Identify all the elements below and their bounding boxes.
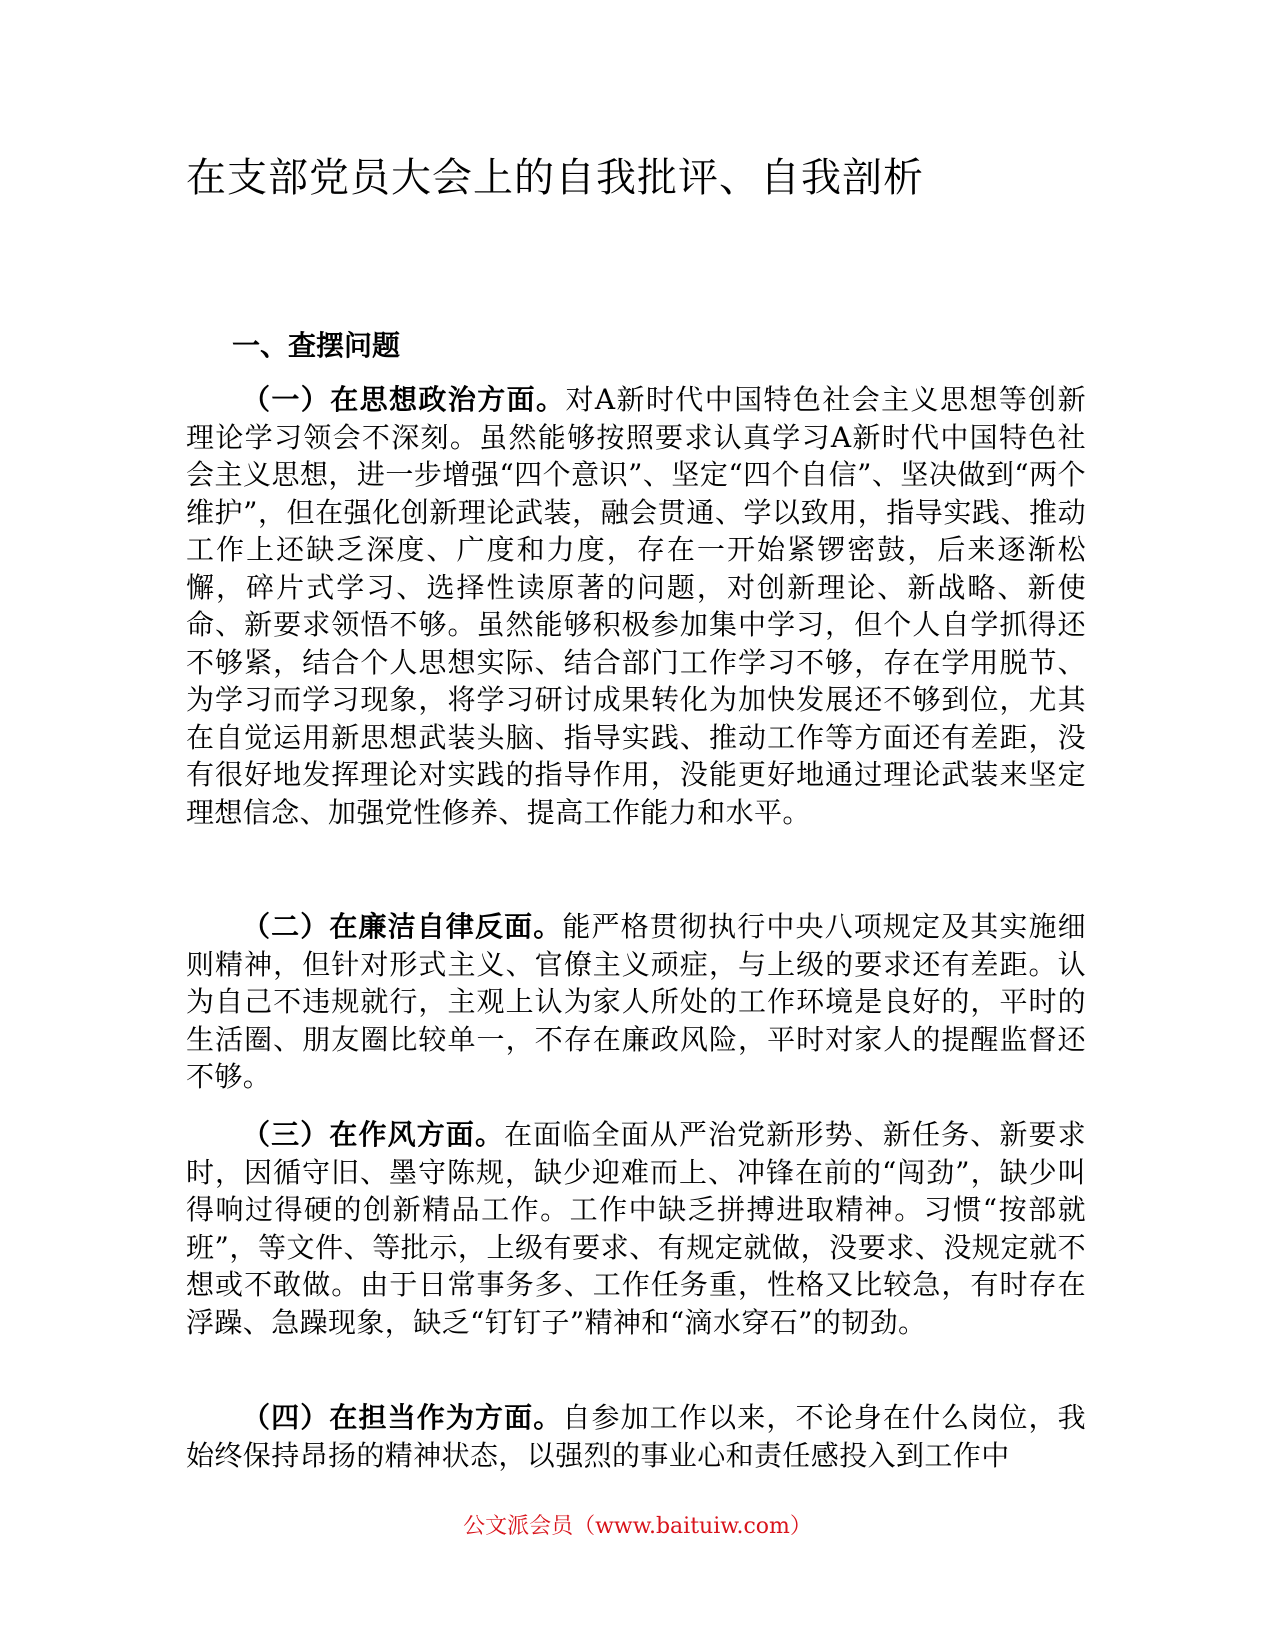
- paragraph-text: 能严格贯彻执行中央八项规定及其实施细则精神，但针对形式主义、官僚主义顽症，与上级的要求还有差距。认为自己不违规就行，主观上认为家人所处的工作环境是良好的，平时的生活圈、朋友圈比较单一，不存在廉政风险，平时对家人的提醒监督还不够。: [186, 910, 1087, 1093]
- paragraph-text: 自参加工作以来，不论身在什么岗位，我始终保持昂扬的精神状态，以强烈的事业心和责任感投入到工作中: [186, 1401, 1087, 1472]
- paragraph-lead: （二）在廉洁自律反面。: [242, 910, 563, 943]
- paragraph-responsibility: [186, 1399, 1086, 1474]
- paragraph-ideology-politics: [186, 381, 1086, 831]
- footer-watermark: 公文派会员（www.baituiw.com）: [463, 1514, 812, 1539]
- paragraph-work-style: [186, 1116, 1086, 1341]
- paragraph-lead: （三）在作风方面。: [242, 1118, 505, 1151]
- document-title: 在支部党员大会上的自我批评、自我剖析: [186, 155, 924, 201]
- paragraph-lead: （四）在担当作为方面。: [242, 1401, 563, 1434]
- paragraph-lead: （一）在思想政治方面。: [242, 383, 566, 416]
- paragraph-text: 在面临全面从严治党新形势、新任务、新要求时，因循守旧、墨守陈规，缺少迎难而上、冲锋在前的“闯劲”，缺少叫得响过得硬的创新精品工作。工作中缺乏拼搏进取精神。习惯“按部就班”，等文件、等批示，上级有要求、有规定就做，没要求、没规定就不想或不敢做。由于日常事务多、工作任务重，性格又比较急，有时存在浮躁、急躁现象，缺乏“钉钉子”精神和“滴水穿石”的韧劲。: [186, 1118, 1086, 1339]
- section-heading: 一、查摆问题: [232, 329, 401, 362]
- paragraph-text: 对A新时代中国特色社会主义思想等创新理论学习领会不深刻。虽然能够按照要求认真学习A新时代中国特色社会主义思想，进一步增强“四个意识”、坚定“四个自信”、坚决做到“两个维护”，但在强化创新理论武装，融会贯通、学以致用，指导实践、推动工作上还缺乏深度、广度和力度，存在一开始紧锣密鼓，后来逐渐松懈，碎片式学习、选择性读原著的问题，对创新理论、新战略、新使命、新要求领悟不够。虽然能够积极参加集中学习，但个人自学抓得还不够紧，结合个人思想实际、结合部门工作学习不够，存在学用脱节、为学习而学习现象，将学习研讨成果转化为加快发展还不够到位，尤其在自觉运用新思想武装头脑、指导实践、推动工作等方面还有差距，没有很好地发挥理论对实践的指导作用，没能更好地通过理论武装来坚定理想信念、加强党性修养、提高工作能力和水平。: [186, 383, 1086, 829]
- paragraph-integrity: [186, 908, 1086, 1096]
